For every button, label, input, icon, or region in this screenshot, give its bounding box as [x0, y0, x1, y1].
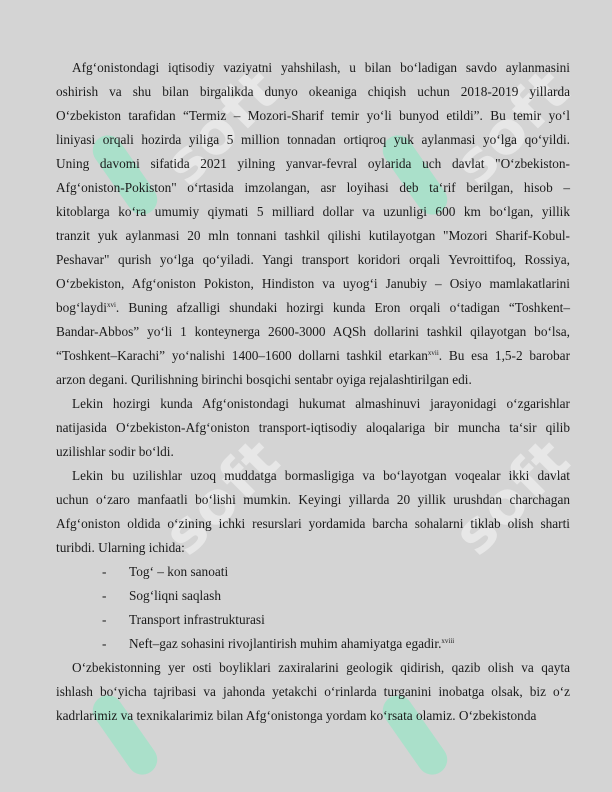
bullet-dash: - — [102, 636, 107, 651]
text-line — [56, 464, 570, 488]
text-line — [56, 128, 570, 152]
line-text: bog‘laydi — [56, 300, 107, 315]
paragraph — [56, 56, 570, 392]
line-text: Uning davomi sifatida 2021 yilning yanvar-fevral oylarida uch davlat "O‘zbekiston- — [56, 156, 570, 171]
text-line — [56, 488, 570, 512]
line-text: oshirish va shu bilan birgalikda dunyo okeaniga chiqish uchun 2018-2019 yillarda — [56, 84, 570, 99]
list-item — [56, 584, 570, 608]
list-item-text — [129, 608, 265, 632]
text-line — [56, 392, 570, 416]
list-item — [56, 608, 570, 632]
line-text: Peshavar" qurish yo‘lga qo‘yiladi. Yangi transport koridori orqali Yevroittifoq, Rossiya, — [56, 252, 570, 267]
paragraph — [56, 464, 570, 560]
text-line — [56, 56, 570, 80]
list-item-text — [129, 632, 454, 656]
line-text: “Toshkent–Karachi” yo‘nalishi 1400–1600 dollarni tashkil etarkan — [56, 348, 428, 363]
text-line — [56, 368, 570, 392]
footnote-ref[interactable]: xviii — [441, 637, 455, 645]
text-line — [56, 152, 570, 176]
line-text: Lekin hozirgi kunda Afg‘onistondagi hukumat almashinuvi jarayonidagi o‘zgarishlar — [72, 396, 570, 411]
text-line — [56, 104, 570, 128]
list-item — [56, 632, 570, 656]
line-text: kitoblarga ko‘ra umumiy qiymati 5 milliard dollar va uzunligi 600 km bo‘lgan, yillik — [56, 204, 570, 219]
paragraph — [56, 392, 570, 464]
line-text: kadrlarimiz va texnikalarimiz bilan Afg‘onistonga yordam ko‘rsata olamiz. O‘zbekistonda — [56, 708, 537, 723]
line-text: uchun o‘zaro manfaatli bo‘lishi mumkin. Keyingi yillarda 20 yillik urushdan charchagan — [56, 492, 570, 507]
line-text: ishlash bo‘yicha tajribasi va jahonda yetakchi o‘rinlarda turganini inobatga olsak, biz o‘z — [56, 684, 570, 699]
text-line — [56, 80, 570, 104]
text-line — [56, 248, 570, 272]
item-text: Tog‘ – kon sanoati — [129, 564, 229, 579]
list-item-text — [129, 560, 228, 584]
line-text: natijasida O‘zbekiston-Afg‘oniston transport-iqtisodiy aloqalariga bir muncha ta‘sir qilib — [56, 420, 570, 435]
text-line — [56, 536, 570, 560]
text-line — [56, 296, 570, 320]
bullet-dash: - — [102, 564, 107, 579]
text-line — [56, 416, 570, 440]
paragraph-group-2 — [56, 656, 570, 728]
line-text: O‘zbekistonning yer osti boyliklari zaxiralarini geologik qidirish, qazib olish va qayta — [72, 660, 570, 675]
text-line — [56, 344, 570, 368]
line-text: arzon degani. Qurilishning birinchi bosqichi sentabr oyiga rejalashtirilgan edi. — [56, 372, 472, 387]
text-line — [56, 224, 570, 248]
text-line — [56, 680, 570, 704]
line-text: . Buning afzalligi shundaki hozirgi kunda Eron orqali o‘tadigan “Toshkent– — [115, 300, 570, 315]
footnote-ref[interactable]: xvii — [427, 349, 439, 357]
line-text: . Bu esa 1,5-2 barobar — [438, 348, 571, 363]
watermark-text: soft — [150, 54, 294, 199]
text-line — [56, 200, 570, 224]
item-text: Transport infrastrukturasi — [129, 612, 265, 627]
watermark-text: soft — [150, 424, 294, 569]
line-text: tranzit yuk aylanmasi 20 mln tonnani tashkil qilishi kutilayotgan "Mozori Sharif-Kobul- — [56, 228, 570, 243]
line-text: uzilishlar sodir bo‘ldi. — [56, 444, 174, 459]
line-text: liniyasi orqali hozirda yiliga 5 million tonnadan ortiqroq yuk aylanmasi yo‘lga qo‘yildi. — [56, 132, 570, 147]
item-text: Sog‘liqni saqlash — [129, 588, 221, 603]
text-line — [56, 656, 570, 680]
paragraph — [56, 656, 570, 728]
bullet-dash: - — [102, 588, 107, 603]
text-line — [56, 704, 570, 728]
watermark-text: soft — [440, 54, 584, 199]
text-line — [56, 320, 570, 344]
line-text: O‘zbekiston, Afg‘oniston Pokiston, Hindiston va uyog‘i Janubiy – Osiyo mamlakatlarini — [56, 276, 570, 291]
text-line — [56, 272, 570, 296]
bullet-dash: - — [102, 612, 107, 627]
text-line — [56, 440, 570, 464]
list-item-text — [129, 584, 221, 608]
text-line — [56, 512, 570, 536]
document-body — [56, 56, 570, 728]
list-item — [56, 560, 570, 584]
item-text: Neft–gaz sohasini rivojlantirish muhim ahamiyatga egadir. — [129, 636, 442, 651]
line-text: Afg‘oniston oldida o‘zining ichki resurslari yordamida barcha sohalarni tiklab olish sharti — [56, 516, 570, 531]
line-text: turibdi. Ularning ichida: — [56, 540, 185, 555]
line-text: Bandar-Abbos” yo‘li 1 konteynerga 2600-3000 AQSh dollarini tashkil qilayotgan bo‘lsa, — [56, 324, 570, 339]
line-text: Afg‘onistondagi iqtisodiy vaziyatni yahshilash, u bilan bo‘ladigan savdo aylanmasini — [72, 60, 570, 75]
line-text: Lekin bu uzilishlar uzoq muddatga bormasligiga va bo‘layotgan voqealar ikki davlat — [72, 468, 570, 483]
bullet-list — [56, 560, 570, 656]
watermark-text: soft — [440, 424, 584, 569]
line-text: Afg‘oniston-Pokiston" o‘rtasida imzolangan, asr loyihasi deb ta‘rif berilgan, hisob – — [56, 180, 570, 195]
footnote-ref[interactable]: xvi — [106, 301, 116, 309]
paragraph-group-1 — [56, 56, 570, 560]
text-line — [56, 176, 570, 200]
line-text: O‘zbekiston tarafidan “Termiz – Mozori-Sharif temir yo‘li bunyod etildi”. Bu temir yo‘l — [56, 108, 570, 123]
